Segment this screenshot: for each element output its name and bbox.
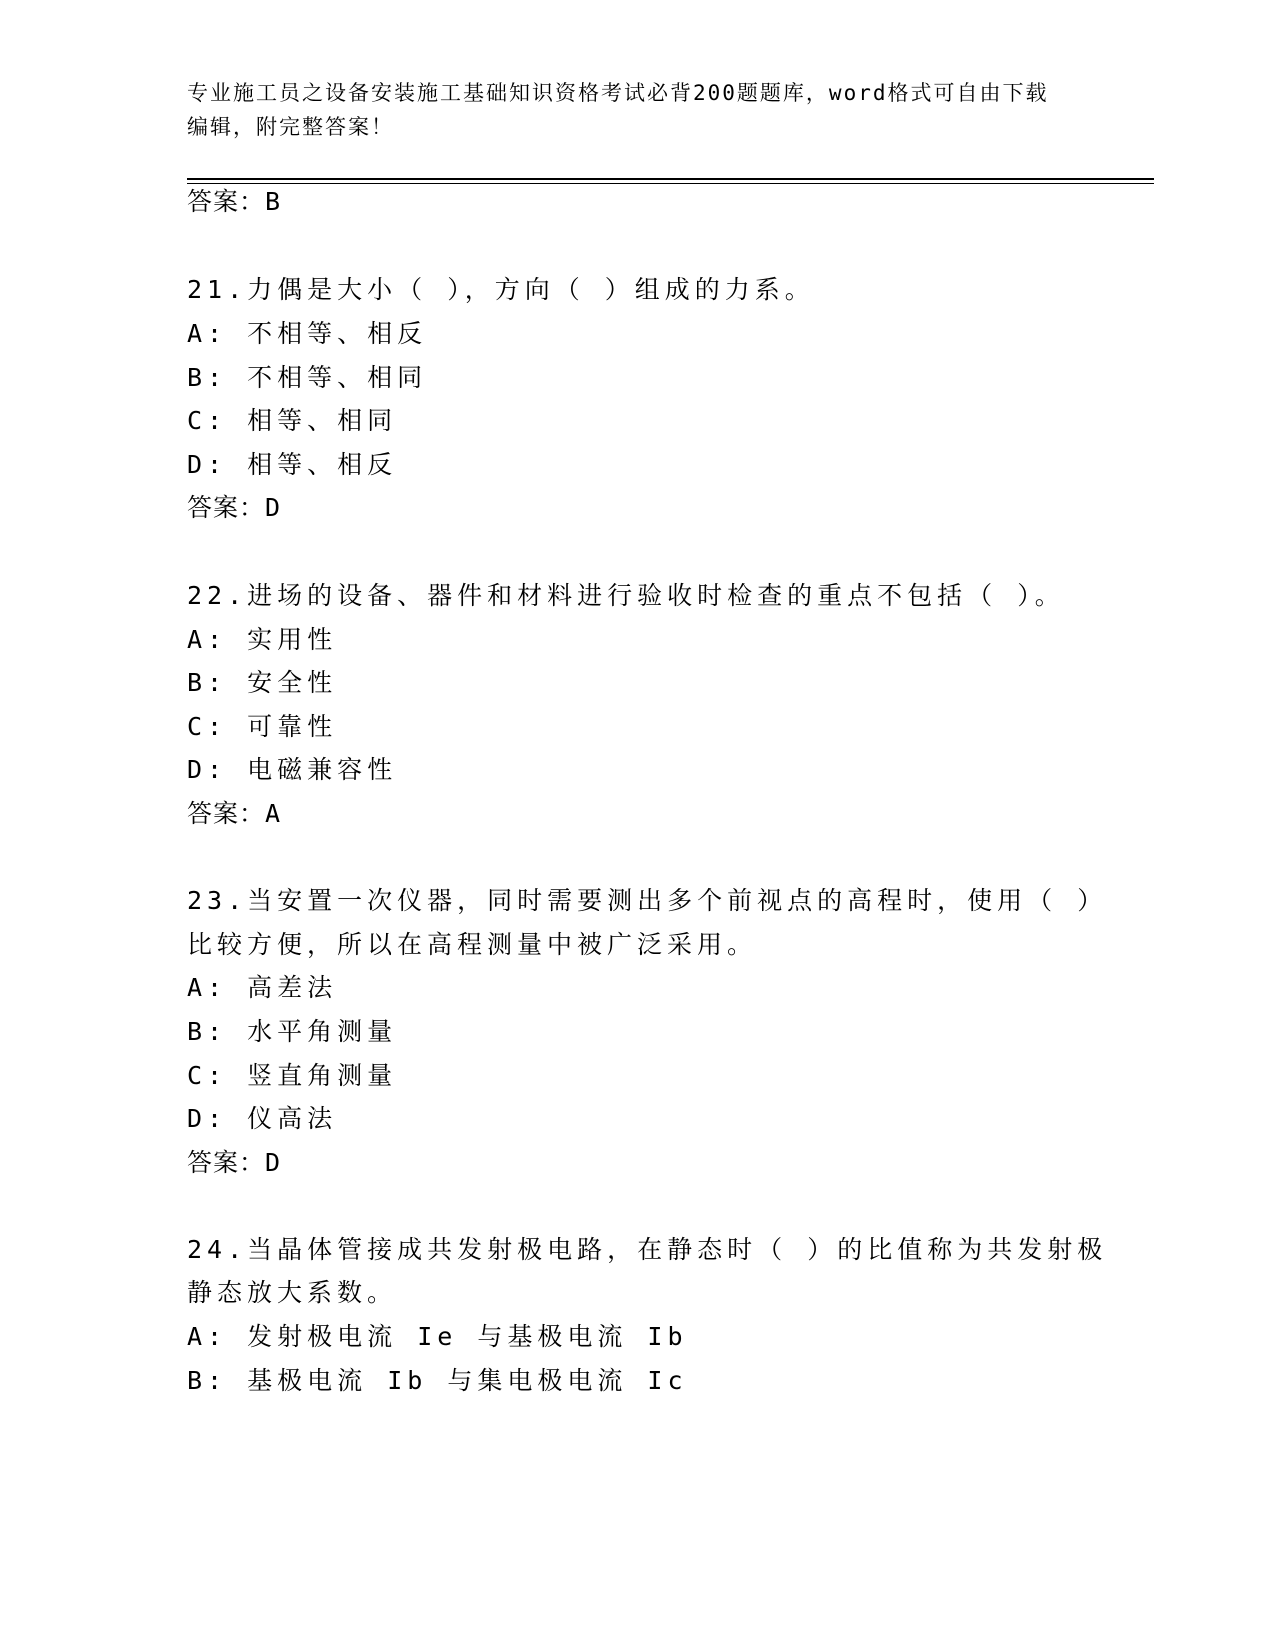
answer-value: D (265, 493, 282, 522)
answer-label: 答案： (187, 187, 266, 216)
answer-value: B (265, 187, 282, 216)
answer-label: 答案： (187, 1148, 266, 1177)
question-stem: 21.力偶是大小（ ），方向（ ）组成的力系。 (187, 275, 815, 304)
answer-value: A (265, 799, 282, 828)
question-option: A: 高差法 (187, 973, 338, 1002)
document-header: 专业施工员之设备安装施工基础知识资格考试必背200题题库，word格式可自由下载编辑，附完整答案！ (187, 81, 1049, 139)
question-option: A: 实用性 (187, 625, 338, 654)
question-option: A: 不相等、相反 (187, 319, 428, 348)
question-option: D: 仪高法 (187, 1104, 338, 1133)
question-answer (187, 798, 281, 830)
question-option: B: 不相等、相同 (187, 363, 428, 392)
answer-label: 答案： (187, 799, 266, 828)
question-option: C: 相等、相同 (187, 406, 398, 435)
question-answer (187, 1147, 281, 1179)
question-option: B: 水平角测量 (187, 1017, 398, 1046)
answer-value: D (265, 1148, 282, 1177)
header-divider-thin (187, 183, 1154, 184)
question-option: C: 竖直角测量 (187, 1061, 398, 1090)
question-option: B: 安全性 (187, 668, 338, 697)
question-option: A: 发射极电流 Ie 与基极电流 Ib (187, 1322, 688, 1351)
question-option: C: 可靠性 (187, 712, 338, 741)
question-stem: 22.进场的设备、器件和材料进行验收时检查的重点不包括（ ）。 (187, 581, 1065, 610)
question-option: D: 相等、相反 (187, 450, 398, 479)
previous-answer (187, 186, 281, 218)
header-divider-thick (187, 178, 1154, 180)
question-answer (187, 492, 281, 524)
question-stem: 23.当安置一次仪器，同时需要测出多个前视点的高程时，使用（ ） (187, 886, 1108, 915)
question-stem: 24.当晶体管接成共发射极电路，在静态时（ ）的比值称为共发射极 (187, 1235, 1108, 1264)
question-option: D: 电磁兼容性 (187, 755, 398, 784)
question-option: B: 基极电流 Ib 与集电极电流 Ic (187, 1366, 688, 1395)
question-stem-continued: 比较方便，所以在高程测量中被广泛采用。 (187, 930, 758, 959)
answer-label: 答案： (187, 493, 266, 522)
question-stem-continued: 静态放大系数。 (187, 1278, 398, 1307)
